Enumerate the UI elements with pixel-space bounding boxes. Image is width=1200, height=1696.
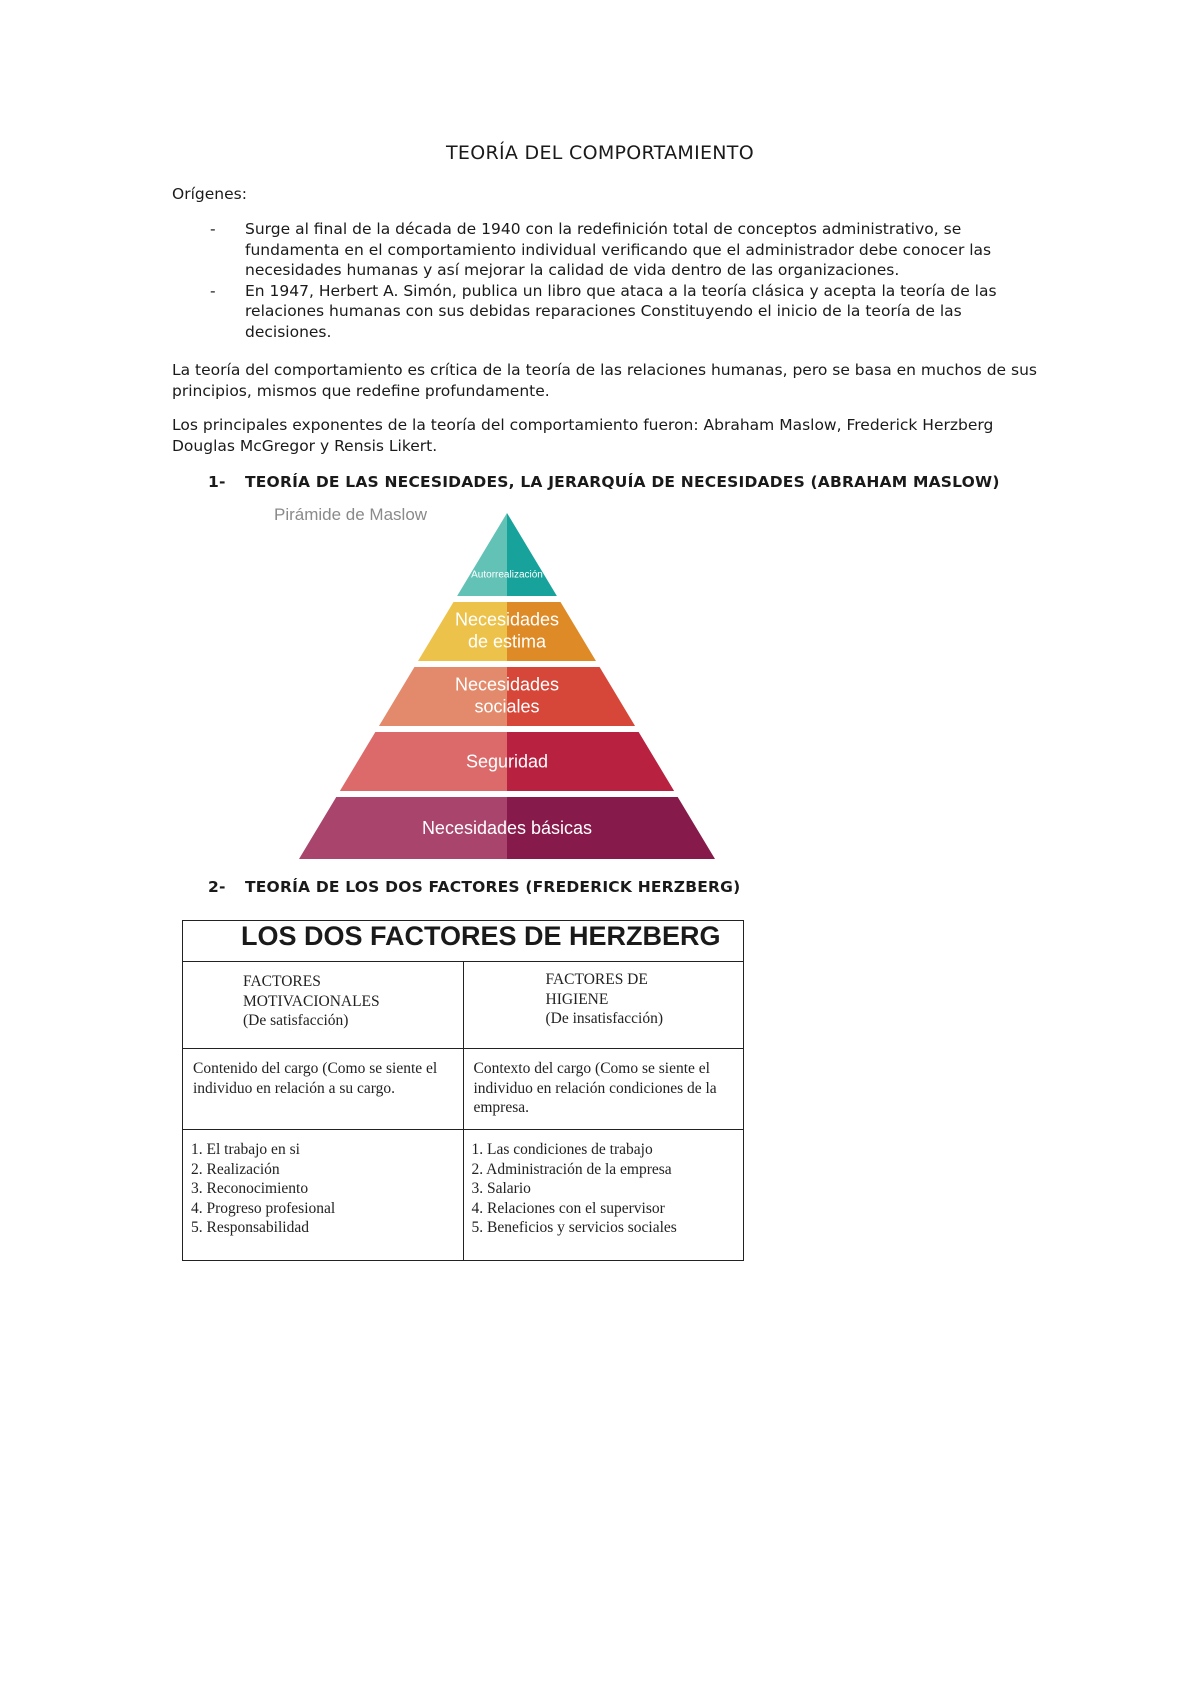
motivational-factors-header <box>183 962 464 1049</box>
pyramid-level-1-right <box>507 513 557 596</box>
pyramid-level-2-label: de estima <box>467 631 547 652</box>
hygiene-list-cell <box>463 1130 744 1261</box>
herzberg-table <box>182 920 744 1261</box>
header-line: FACTORES DE <box>545 971 648 988</box>
list-item: 4. Relaciones con el supervisor <box>471 1199 665 1217</box>
pyramid-level-2-label: Necesidades <box>454 609 560 630</box>
section-heading-maslow <box>208 473 1000 491</box>
motivational-content-cell: Contenido del cargo (Como se siente el individuo en relación a su cargo. <box>183 1049 464 1130</box>
paragraph-exponentes: Los principales exponentes de la teoría del comportamiento fueron: Abraham Maslow, Frederick Herzberg Douglas McGregor y Rensis Likert. <box>172 416 994 455</box>
bullet-text: En 1947, Herbert A. Simón, publica un libro que ataca a la teoría clásica y acepta la teoría de las relaciones humanas con sus debidas reparaciones Constituyendo el inicio de la teoría de las decisiones. <box>245 281 997 341</box>
list-item: 5. Responsabilidad <box>191 1219 309 1236</box>
header-line: FACTORES <box>243 973 321 990</box>
list-item: 3. Salario <box>471 1180 531 1197</box>
section-number: 2- <box>208 878 226 896</box>
list-item: 2. Realización <box>191 1160 280 1178</box>
list-item: 3. Reconocimiento <box>191 1180 309 1197</box>
hygiene-content-cell: Contexto del cargo (Como se siente el individuo en relación condiciones de la empresa. <box>463 1049 744 1130</box>
bullet-text: Surge al final de la década de 1940 con la redefinición total de conceptos administrativo, se fundamenta en el comportamiento individual verificando que el administrador debe conocer las necesidades humanas y así mejorar la calidad de vida dentro de las organizaciones. <box>245 220 992 279</box>
header-line: MOTIVACIONALES <box>243 992 380 1010</box>
origins-bullet-list <box>172 219 1042 342</box>
pyramid-level-1-label: Autorrealización <box>471 569 543 581</box>
origins-bullet-2 <box>172 281 1042 343</box>
header-line: (De satisfacción) <box>243 1012 349 1029</box>
list-item: 5. Beneficios y servicios sociales <box>471 1219 677 1236</box>
bullet-dash-marker: - <box>210 281 216 300</box>
pyramid-level-3-label: Necesidades <box>454 674 560 695</box>
section-title: TEORÍA DE LAS NECESIDADES, LA JERARQUÍA DE NECESIDADES (ABRAHAM MASLOW) <box>245 473 1000 491</box>
motivational-list-cell <box>183 1130 464 1261</box>
pyramid-caption: Pirámide de Maslow <box>274 505 428 524</box>
list-item: 2. Administración de la empresa <box>471 1160 672 1178</box>
list-item: 4. Progreso profesional <box>191 1199 336 1217</box>
section-title: TEORÍA DE LOS DOS FACTORES (FREDERICK HERZBERG) <box>245 878 741 896</box>
bullet-dash-marker: - <box>210 220 216 238</box>
document-title: TEORÍA DEL COMPORTAMIENTO <box>446 142 754 164</box>
pyramid-level-3-label: sociales <box>474 696 540 717</box>
maslow-pyramid <box>270 501 730 861</box>
motivational-factor-list <box>191 1140 457 1238</box>
hygiene-factors-header <box>463 962 744 1049</box>
pyramid-level-5-label: Necesidades básicas <box>421 818 593 838</box>
list-item: 1. Las condiciones de trabajo <box>471 1141 653 1158</box>
origins-bullet-1 <box>172 219 1042 281</box>
paragraph-critica: La teoría del comportamiento es crítica de la teoría de las relaciones humanas, pero se basa en muchos de sus principios, mismos que redefine profundamente. <box>172 361 1037 400</box>
pyramid-level-4-label: Seguridad <box>465 751 549 772</box>
section-number: 1- <box>208 473 226 491</box>
list-item: 1. El trabajo en si <box>191 1141 300 1158</box>
origins-label: Orígenes: <box>172 185 247 203</box>
header-line: (De insatisfacción) <box>545 1010 663 1027</box>
pyramid-level-1-left <box>457 513 507 596</box>
hygiene-factor-list <box>472 1140 738 1238</box>
section-heading-herzberg <box>208 878 740 896</box>
header-line: HIGIENE <box>545 990 609 1008</box>
maslow-pyramid-figure <box>270 501 730 861</box>
herzberg-table-title: LOS DOS FACTORES DE HERZBERG <box>183 921 744 962</box>
